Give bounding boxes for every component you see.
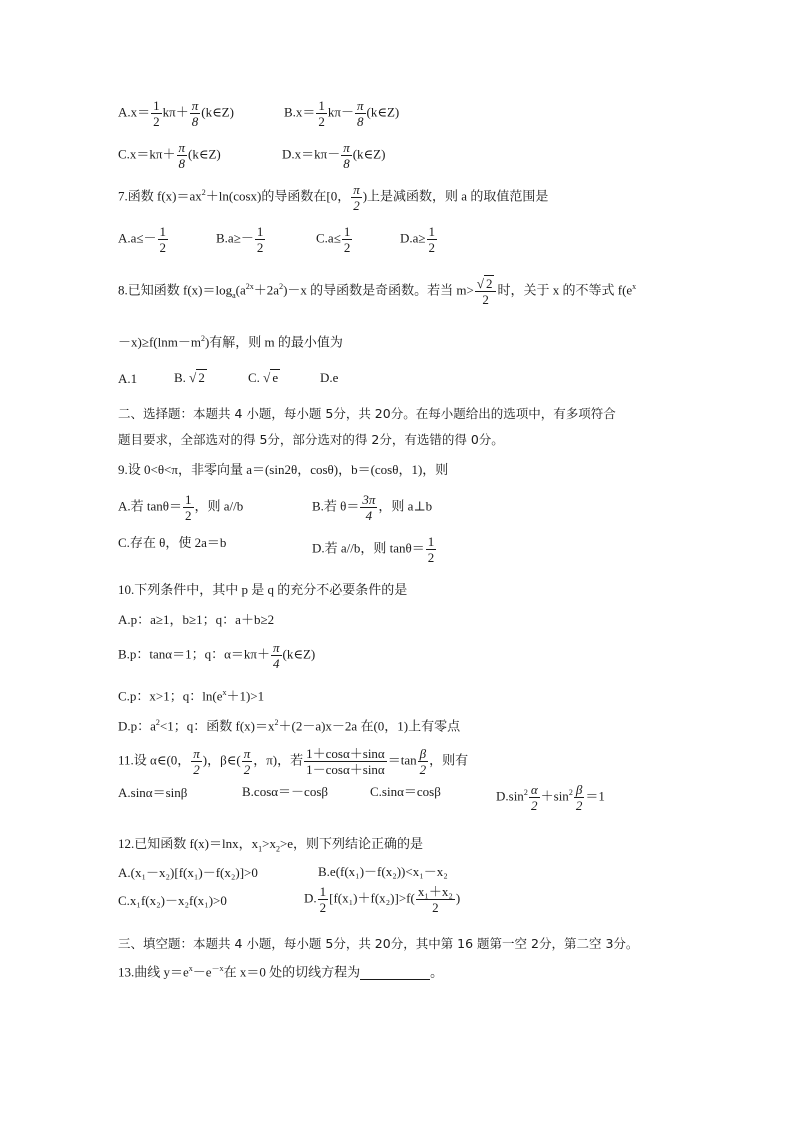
q10-option-b: B.p：tanα＝1；q：α＝kπ＋ $\frac{\pi}{4}$ (k∈Z) — [118, 640, 316, 671]
q6-option-d: D.x＝kπ－ $\frac{\pi}{8}$ (k∈Z) — [282, 140, 386, 171]
q12-option-b: B.e(f(x₁)－f(x₂))<x₁－x₂ — [318, 864, 448, 879]
q12-stem: 12.已知函数 f(x)＝lnx，$x_1>x_2>e$，则下列结论正确的是 — [118, 836, 424, 854]
q7-option-a: A.a≤－ $\frac{1}{2}$ — [118, 224, 167, 255]
q6-option-a: A.x＝ $\frac{1}{2}$ kπ＋ $\frac{\pi}{8}$ (k∈Z) — [118, 98, 234, 129]
q12-option-d: D. $\frac{1}{2}$ [f(x₁)＋f(x₂)]>f( $\frac{\text{x₁＋x₂}}{2}$ ) — [304, 884, 461, 915]
q8-option-c: C. √ e — [248, 370, 279, 385]
q7-stem: 7.函数 $f(x)=ax^2+\ln(\cos x)$的导函数在[0， $\frac{\pi}{2}$ )上是减函数，则 a 的取值范围是 — [118, 182, 549, 213]
q11-option-b: B.cosα＝－cosβ — [242, 784, 329, 799]
q9-option-b: B.若 θ＝ $\frac{3\pi}{4}$ ，则 a⊥b — [312, 492, 433, 523]
section-2-heading-line2: 题目要求，全部选对的得 5分，部分选对的得 2分，有选错的得 0分。 — [118, 432, 504, 447]
q6-option-b: B.x＝ $\frac{1}{2}$ kπ－ $\frac{\pi}{8}$ (k∈Z) — [284, 98, 400, 129]
q8-stem-line1: 8.已知函数 $f(x)=\log_a(a^{2x}+2a^2)-x$ 的导函数是奇函数。若当 m> $\frac{√ 2}{2}$ 时，关于 x 的不等式 $f(e^x$ — [118, 276, 637, 307]
q12-row1 — [118, 864, 448, 881]
q11-option-c: C.sinα＝cosβ — [370, 784, 441, 799]
section-3-heading: 三、填空题：本题共 4 小题，每小题 5分，共 20分，其中第 16 题第一空 2分，第二空 3分。 — [118, 936, 639, 951]
q7-options — [118, 224, 436, 255]
q12-row2 — [118, 884, 461, 915]
q6-row1 — [118, 98, 400, 129]
q9-row1 — [118, 492, 433, 523]
q7-option-b: B.a≥－ $\frac{1}{2}$ — [216, 224, 264, 255]
q9-row2 — [118, 534, 435, 565]
q12-option-c: C.x₁f(x₂)－x₂f(x₁)>0 — [118, 893, 227, 909]
q8-stem-line2: $-x)\ge f(\ln m-m^2)$有解，则 m 的最小值为 — [118, 334, 343, 350]
q10-option-a: A.p：a≥1，b≥1；q：a＋b≥2 — [118, 612, 275, 627]
q12-option-a: A.(x₁－x₂)[f(x₁)－f(x₂)]>0 — [118, 865, 258, 881]
q8-options — [118, 370, 339, 387]
q8-option-a: A.1 — [118, 371, 138, 387]
q11-options — [118, 782, 605, 813]
q9-option-c: C.存在 θ，使 2a＝b — [118, 535, 227, 551]
q11-stem: 11.设 α∈(0， $\frac{\pi}{2}$ )，β∈( $\frac{\pi}{2}$ ，π)，若 $\frac{1+\cos\alpha+\sin\alpha}{1-\cos\alpha+\sin\alpha}$ ＝tan $\frac{\beta}{2}$ ，则有 — [118, 746, 469, 777]
q6-option-c: C.x＝kπ＋ $\frac{\pi}{8}$ (k∈Z) — [118, 140, 221, 171]
q8-option-b: B. √ 2 — [174, 370, 205, 385]
q6-row2 — [118, 140, 386, 171]
q13-stem: 13.曲线 $y=e^x-e^{-x}$在 x＝0 处的切线方程为 。 — [118, 964, 444, 980]
q9-option-a: A.若 tanθ＝ $\frac{1}{2}$ ，则 a//b — [118, 492, 244, 523]
q10-option-c: C.p：x>1；q：$\ln(e^x+1)>1$ — [118, 688, 265, 704]
q11-option-d: $D.\sin^2$ $\frac{\alpha}{2}$ $+\sin^2$ $\frac{\beta}{2}$ ＝1 — [496, 782, 605, 813]
q10-option-d: D.p：$a^2<1$；q：函数 $f(x)=x^2+(2-a)x-2a$ 在(0，1)上有零点 — [118, 718, 461, 734]
answer-blank[interactable] — [360, 967, 430, 980]
section-2-heading: 二、选择题：本题共 4 小题，每小题 5分，共 20分。在每小题给出的选项中，有多项符合 — [118, 406, 616, 421]
q8-option-d: D.e — [320, 370, 339, 385]
q10-stem: 10.下列条件中，其中 p 是 q 的充分不必要条件的是 — [118, 582, 408, 597]
q9-stem: 9.设 0<θ<π，非零向量 a＝(sin2θ，cosθ)，b＝(cosθ，1)，则 — [118, 462, 449, 477]
q11-option-a: A.sinα＝sinβ — [118, 785, 188, 801]
q7-option-d: D.a≥ $\frac{1}{2}$ — [400, 224, 436, 255]
q9-option-d: D.若 a//b，则 tanθ＝ $\frac{1}{2}$ — [312, 534, 435, 565]
q7-option-c: C.a≤ $\frac{1}{2}$ — [316, 224, 351, 255]
